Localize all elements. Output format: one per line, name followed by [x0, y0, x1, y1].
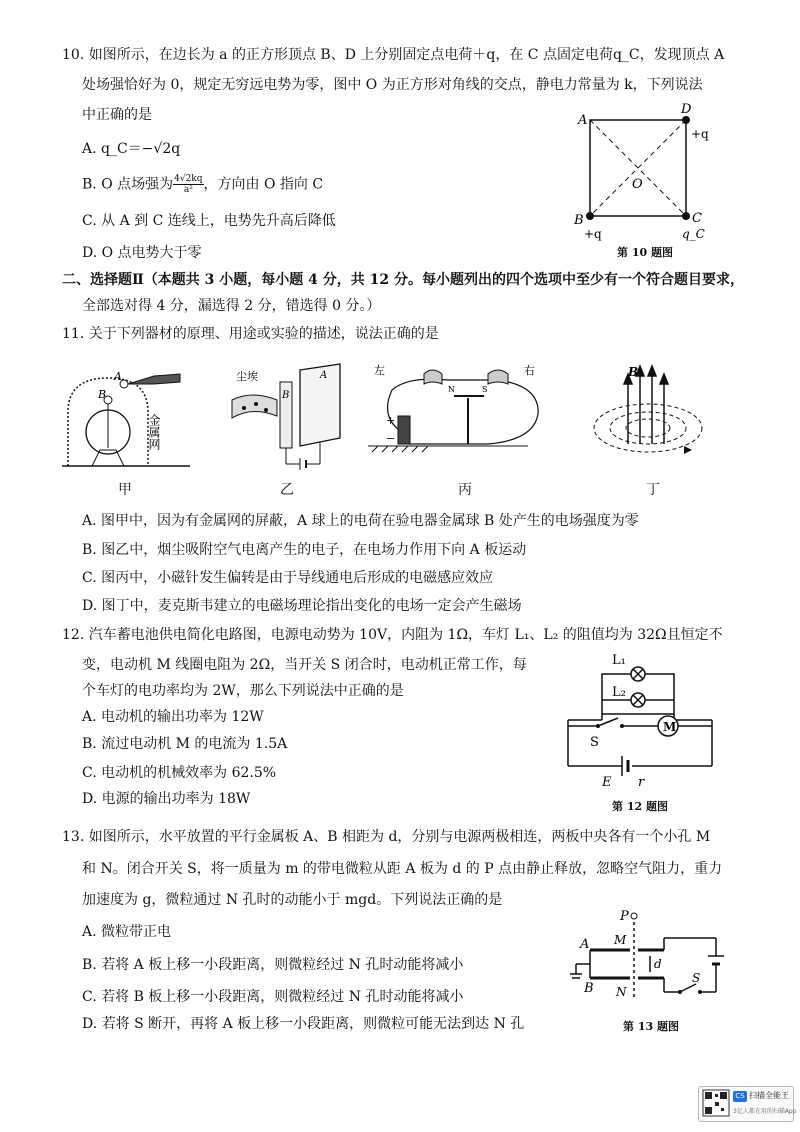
section2-heading-line1: 二、选择题Ⅱ（本题共 3 小题，每小题 4 分，共 12 分。每小题列出的四个选项中至少有一个符合题目要求，	[62, 272, 745, 288]
q12-label-l1: L₁	[612, 653, 626, 668]
q10-label-b: B	[574, 213, 584, 228]
q11-bing-label-left: 左	[374, 364, 385, 377]
q10-square-figure	[570, 102, 720, 243]
q11-jia-label-b: B	[98, 388, 107, 401]
q13-stem-line1: 13. 如图所示，水平放置的平行金属板 A、B 相距为 d，分别与电源两极相连，两板中央各有一个小孔 M	[62, 829, 711, 845]
q10-charge-c: q_C	[682, 227, 705, 241]
q12-label-switch: S	[590, 735, 599, 750]
q11-bing-minus: −	[386, 432, 396, 445]
q11-yi-label-a: A	[320, 370, 328, 381]
q10-figure-caption: 第 10 题图	[617, 246, 673, 259]
q13-option-b: B. 若将 A 板上移一小段距离，则微粒经过 N 孔时动能将减小	[82, 957, 464, 973]
qr-code-icon	[703, 1090, 729, 1116]
q11-jia-label-a: A	[114, 370, 122, 383]
q12-stem-line1: 12. 汽车蓄电池供电简化电路图，电源电动势为 10V，内阻为 1Ω，车灯 L₁、L₂ 的阻值均为 32Ω且恒定不	[62, 627, 723, 643]
q12-option-b: B. 流过电动机 M 的电流为 1.5A	[82, 736, 288, 752]
q11-bing-label-right: 右	[524, 364, 535, 377]
q12-option-a: A. 电动机的输出功率为 12W	[82, 709, 264, 725]
q11-figure-label-ding: 丁	[646, 482, 660, 498]
scanner-badge: CS	[733, 1091, 747, 1102]
q10-option-c: C. 从 A 到 C 连线上，电势先升高后降低	[82, 213, 336, 229]
q13-label-n: N	[616, 985, 627, 999]
q11-figure-bing	[368, 360, 548, 460]
q10-stem-line3: 中正确的是	[82, 107, 152, 123]
q10-label-c: C	[692, 211, 702, 226]
q11-figure-label-jia: 甲	[118, 482, 132, 498]
scanner-app-name: 扫描全能王	[749, 1091, 789, 1100]
q10-frac-numerator: 4√2kq	[174, 174, 203, 184]
q11-yi-label-dust: 尘埃	[236, 370, 258, 383]
q10-charge-d: +q	[691, 127, 709, 141]
q12-label-motor: M	[663, 720, 677, 734]
q12-option-d: D. 电源的输出功率为 18W	[82, 791, 251, 807]
q11-bing-s: S	[482, 385, 488, 394]
q11-figure-label-bing: 丙	[458, 482, 472, 498]
q10-option-b-suffix: ，方向由 O 指向 C	[203, 176, 324, 193]
q13-label-b: B	[584, 981, 594, 996]
q11-stem: 11. 关于下列器材的原理、用途或实验的描述，说法正确的是	[62, 326, 439, 342]
q11-option-c: C. 图丙中，小磁针发生偏转是由于导线通电后形成的电磁感应效应	[82, 570, 494, 586]
scanner-watermark	[698, 1086, 797, 1122]
q12-figure-caption: 第 12 题图	[612, 800, 668, 813]
q11-yi-label-b: B	[282, 390, 290, 401]
q10-option-a: A. q_C＝−√2q	[82, 141, 181, 157]
q11-option-d: D. 图丁中，麦克斯韦建立的电磁场理论指出变化的电场一定会产生磁场	[82, 598, 522, 614]
q11-figure-ding	[588, 362, 718, 472]
q11-bing-plus: +	[386, 414, 396, 427]
q13-label-m: M	[614, 933, 627, 947]
q12-label-r: r	[638, 775, 645, 790]
q11-ding-label-b: B	[628, 365, 639, 379]
q11-figure-label-yi: 乙	[280, 482, 294, 498]
q10-option-d: D. O 点电势大于零	[82, 245, 202, 261]
q13-label-d: d	[654, 957, 662, 971]
q10-option-b	[82, 174, 323, 195]
q11-figure-jia	[62, 370, 197, 475]
q13-figure-caption: 第 13 题图	[623, 1020, 679, 1033]
q12-label-emf: E	[602, 775, 612, 790]
q11-option-b: B. 图乙中，烟尘吸附空气电离产生的电子，在电场力作用下向 A 板运动	[82, 542, 527, 558]
q10-option-b-prefix: B. O 点场强为	[82, 176, 174, 193]
q12-option-c: C. 电动机的机械效率为 62.5%	[82, 765, 277, 781]
q10-frac-denominator: a²	[183, 185, 193, 195]
q10-option-b-fraction	[173, 174, 203, 195]
q10-label-a: A	[578, 113, 588, 128]
q10-stem-line2: 处场强恰好为 0，规定无穷远电势为零，图中 O 为正方形对角线的交点，静电力常量为 k，下列说法	[82, 77, 703, 93]
q11-option-a: A. 图甲中，因为有金属网的屏蔽，A 球上的电荷在验电器金属球 B 处产生的电场强度为零	[82, 513, 639, 529]
q13-option-a: A. 微粒带正电	[82, 924, 172, 940]
q10-label-d: D	[681, 102, 692, 117]
q10-stem-line1: 10. 如图所示，在边长为 a 的正方形顶点 B、D 上分别固定点电荷＋q，在 C 点固定电荷q_C，发现顶点 A	[62, 47, 725, 63]
section2-heading-line2: 全部选对得 4 分，漏选得 2 分，错选得 0 分。）	[82, 298, 381, 314]
q10-label-o: O	[632, 177, 643, 192]
q10-charge-b: +q	[584, 227, 602, 241]
q13-option-c: C. 若将 B 板上移一小段距离，则微粒经过 N 孔时动能将减小	[82, 989, 464, 1005]
q12-stem-line2: 变，电动机 M 线圈电阻为 2Ω，当开关 S 闭合时，电动机正常工作，每	[82, 657, 527, 673]
q11-jia-label-net: 金属网	[147, 414, 161, 450]
q13-stem-line2: 和 N。闭合开关 S，将一质量为 m 的带电微粒从距 A 板为 d 的 P 点由静止释放，忽略空气阻力，重力	[82, 861, 723, 877]
q12-stem-line3: 个车灯的电功率均为 2W，那么下列说法中正确的是	[82, 683, 404, 699]
q11-figure-yi	[222, 360, 362, 475]
q12-label-l2: L₂	[612, 685, 626, 700]
q11-bing-n: N	[448, 385, 455, 394]
q13-capacitor-figure	[566, 908, 736, 1008]
q13-label-a: A	[580, 937, 590, 952]
q13-label-s: S	[692, 971, 701, 985]
q13-stem-line3: 加速度为 g，微粒通过 N 孔时的动能小于 mgd。下列说法正确的是	[82, 892, 503, 908]
q12-circuit-figure	[562, 648, 722, 798]
q13-label-p: P	[620, 909, 629, 924]
scanner-tagline: 3亿人都在用的扫描App	[733, 1108, 797, 1115]
q13-option-d: D. 若将 S 断开，再将 A 板上移一小段距离，则微粒可能无法到达 N 孔	[82, 1016, 525, 1032]
